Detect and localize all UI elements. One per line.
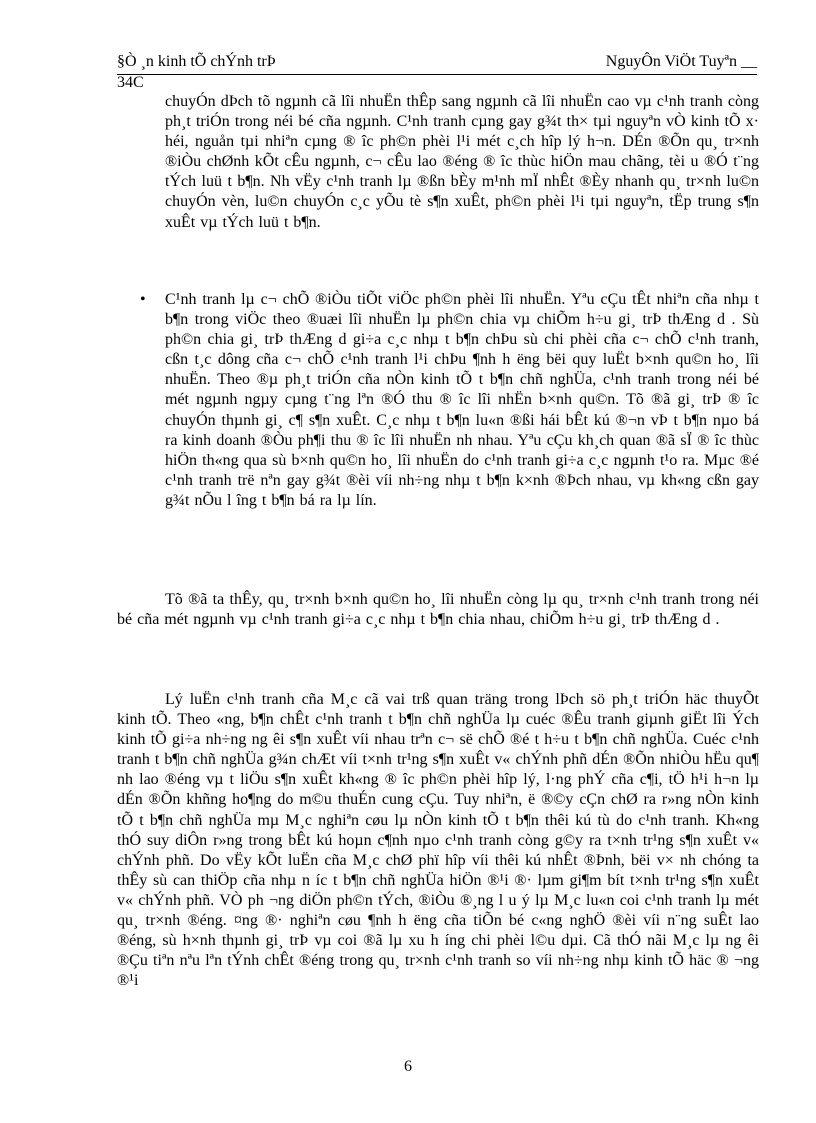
paragraph-marx-theory: Lý luËn c¹nh tranh cña M¸c cã vai trß quan träng trong lÞch sö ph¸t triÓn häc thuyÕt kinh tÕ. Theo «ng, b¶n chÊt c¹nh tranh t b¶n chñ nghÜa lµ cuéc ®Êu tranh giµnh giËt lîi Ých kinh tÕ gi÷a nh÷ng ng êi s¶n xuÊt víi nhau trªn c¬ së chÕ ®é t h÷u t b¶n chñ nghÜa. Cuéc c¹nh tranh t b¶n chñ nghÜa g¾n chÆt víi t×nh tr¹ng s¶n xuÊt v« chÝnh phñ dÉn ®Õn nhiÒu hËu qu¶ nh lao ®éng vµ t liÖu s¶n xuÊt kh«ng ® îc ph©n phèi hîp lý, l·ng phÝ cña c¶i, tÖ h¹i h¬n lµ dÉn ®Õn khñng ho¶ng do m©u thuÉn cung cÇu. Tuy nhiªn, ë ®©y cÇn chØ ra r»ng nÒn kinh tÕ t b¶n chñ nghÜa mµ M¸c nghiªn cøu lµ nÒn kinh tÕ t b¶n thêi kú tù do c¹nh tranh. Kh«ng thÓ suy diÔn r»ng trong bÊt kú hoµn c¶nh nµo c¹nh tranh còng g©y ra t×nh tr¹ng s¶n xuÊt v« chÝnh phñ. Do vËy kÕt luËn cña M¸c chØ phï hîp víi thêi kú nhÊt ®Þnh, bëi v× nh chóng ta thÊy sù can thiÖp cña nhµ n íc t b¶n chñ nghÜa hiÖn ®¹i ®· lµm gi¶m bít t×nh tr¹ng s¶n xuÊt v« chÝnh phñ. VÒ ph ¬ng diÖn ph©n tÝch, ®iÒu ®¸ng l u ý lµ M¸c lu«n coi c¹nh tranh lµ mét qu¸ tr×nh ®éng. ¤ng ®· nghiªn cøu ¶nh h ëng cña tiÕn bé c«ng nghÖ ®èi víi n¨ng suÊt lao ®éng, sù h×nh thµnh gi¸ trÞ vµ coi ®ã lµ xu h íng chi phèi l©u dµi. Cã thÓ nãi M¸c lµ ng êi ®Çu tiªn nªu lªn tÝnh chÊt ®éng trong qu¸ tr×nh c¹nh tranh so víi nh÷ng nhµ kinh tÕ häc ® ¬ng ®¹i — [117, 691, 759, 990]
header-underline — [117, 74, 757, 75]
paragraph-conclusion: Tõ ®ã ta thÊy, qu¸ tr×nh b×nh qu©n ho¸ lîi nhuËn còng lµ qu¸ tr×nh c¹nh tranh trong néi bé cña mét ngµnh vµ c¹nh tranh gi÷a c¸c nhµ t b¶n chia nhau, chiÕm h÷u gi¸ trÞ thÆng d . — [117, 591, 759, 629]
header-class-code: 34C — [117, 74, 144, 91]
paragraph-bullet: C¹nh tranh lµ c¬ chÕ ®iÒu tiÕt viÖc ph©n phèi lîi nhuËn. Yªu cÇu tÊt nhiªn cña nhµ t b¶n trong viÖc theo ®uæi lîi nhuËn lµ ph©n chia vµ chiÕm h÷u gi¸ trÞ thÆng d . Sù ph©n chia gi¸ trÞ thÆng d gi÷a c¸c nhµ t b¶n chÞu sù chi phèi cña c¬ chÕ c¹nh tranh, cßn t¸c dông cña c¬ chÕ c¹nh tranh l¹i chÞu ¶nh h ëng bëi quy luËt b×nh qu©n ho¸ lîi nhuËn. Theo ®µ ph¸t triÓn cña nÒn kinh tÕ t b¶n chñ nghÜa, c¹nh tranh trong néi bé mét ngµnh ngµy cµng t¨ng lªn ®Ó thu ® îc lîi nhËn b×nh qu©n. Tõ ®ã gi¸ trÞ ® îc chuyÓn thµnh gi¸ c¶ s¶n xuÊt. C¸c nhµ t b¶n lu«n ®ßi hái bÊt kú ®¬n vÞ t b¶n nµo bá ra kinh doanh ®Òu ph¶i thu ® îc lîi nhuËn nh nhau. Yªu cÇu kh¸ch quan ®ã sÏ ® îc thùc hiÖn th«ng qua sù b×nh qu©n ho¸ lîi nhuËn do c¹nh tranh gi÷a c¸c ngµnh t¹o ra. Mµc ®é c¹nh tranh trë nªn gay g¾t ®èi víi nh÷ng nhµ t b¶n k×nh ®Þch nhau, vµ kh«ng cßn gay g¾t nÕu l îng t b¶n bá ra lµ lín. — [165, 291, 759, 509]
page-header — [117, 52, 757, 74]
bullet-icon: • — [140, 291, 146, 308]
header-author: NguyÔn ViÖt Tuyªn __ — [605, 53, 757, 70]
paragraph-continuation: chuyÓn dÞch tõ ngµnh cã lîi nhuËn thÊp sang ngµnh cã lîi nhuËn cao vµ c¹nh tranh còng ph¸t triÓn trong néi bé cña ngµnh. C¹nh tranh cµng gay g¾t th× tµi nguyªn vÒ kinh tÕ x· héi, nguån tµi nhiªn cµng ® îc ph©n phèi l¹i mét c¸ch hîp lý h¬n. DÉn ®Õn qu¸ tr×nh ®iÒu chØnh kÕt cÊu ngµnh, c¬ cÊu lao ®éng ® îc thùc hiÖn mau chãng, tèi u ®Ó t¨ng tÝch luü t b¶n. Nh vËy c¹nh tranh lµ ®ßn bÈy m¹nh mÏ nhÊt ®Èy nhanh qu¸ tr×nh lu©n chuyÓn vèn, lu©n chuyÓn c¸c yÕu tè s¶n xuÊt, ph©n phèi l¹i tµi nguyªn, tËp trung s¶n xuÊt vµ tÝch luü t b¶n. — [165, 93, 759, 231]
page-number: 6 — [404, 1058, 412, 1075]
header-course-title: §Ò ¸n kinh tÕ chÝnh trÞ — [117, 53, 276, 70]
